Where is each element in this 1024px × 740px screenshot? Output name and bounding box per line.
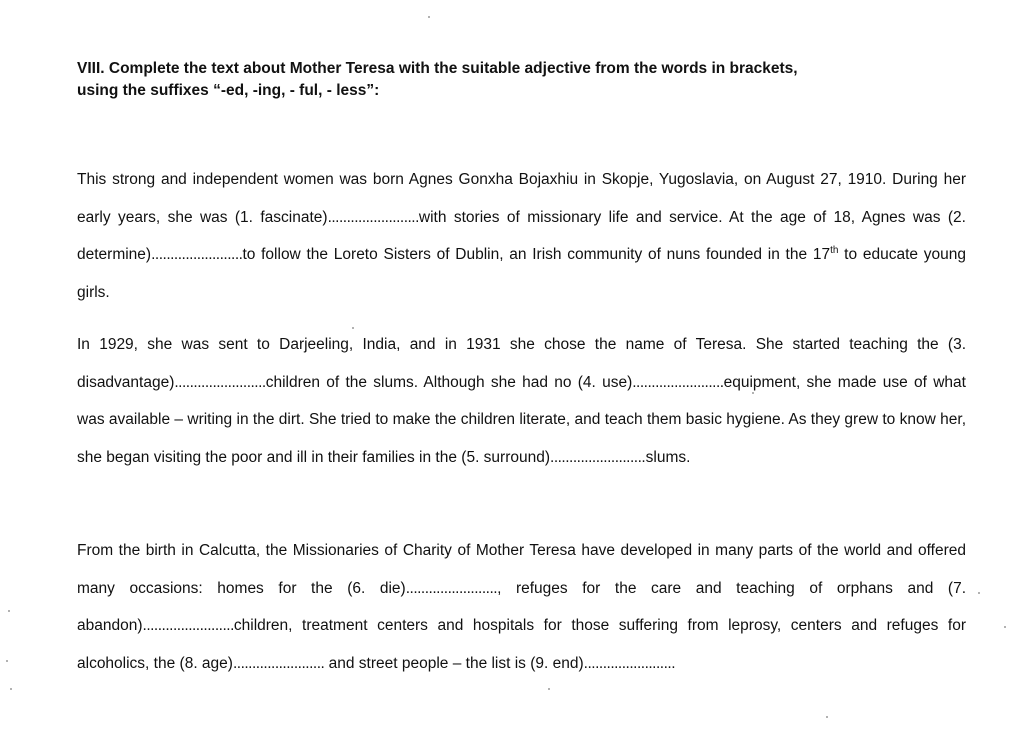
clue-5: (5. surround) — [461, 448, 551, 466]
heading-line-2: using the suffixes “-ed, -ing, - ful, - less”: — [77, 82, 380, 99]
blank-8[interactable]: ........................ — [232, 654, 325, 672]
blank-3[interactable]: ........................ — [174, 373, 266, 391]
clue-3: (3. disadvantage) — [77, 336, 966, 391]
clue-4: (4. use) — [577, 373, 633, 391]
paragraph-1 — [77, 161, 966, 311]
clue-1: (1. fascinate) — [234, 208, 328, 226]
blank-5[interactable]: ........................ — [550, 448, 642, 466]
paragraph-3 — [77, 532, 966, 682]
blank-7[interactable]: ........................ — [142, 617, 234, 634]
exercise-heading — [77, 58, 957, 102]
p2-text-4: .slums. — [641, 448, 691, 466]
scan-speck — [10, 688, 12, 690]
p3-text-1: From the birth in Calcutta, the Missionaries of Charity of Mother Teresa have developed in many parts of the world and offered many occasions: homes for the — [77, 542, 966, 597]
clue-9: (9. end) — [530, 654, 584, 672]
p3-text-3: children, treatment centers and hospitals for those suffering from leprosy, centers and refuges for alcoholics, the — [77, 617, 966, 672]
p3-text-2: , refuges for the care and teaching of orphans and — [497, 579, 948, 597]
p1-text-4: to educate young girls. — [77, 246, 966, 301]
blank-1[interactable]: ........................ — [327, 208, 419, 226]
p1-text-2: with stories of missionary life and service. At the age of 18, Agnes was — [418, 208, 948, 226]
scan-speck — [352, 327, 354, 329]
scan-speck — [752, 392, 754, 394]
p2-text-2: children of the slums. Although she had no — [265, 373, 578, 391]
heading-line-1: VIII. Complete the text about Mother Teresa with the suitable adjective from the words in brackets, — [77, 60, 798, 77]
clue-2: (2. determine) — [77, 208, 966, 263]
p2-text-1: In 1929, she was sent to Darjeeling, India, and in 1931 she chose the name of Teresa. She started teaching the — [77, 336, 948, 353]
clue-6: (6. die) — [347, 579, 406, 597]
scan-speck — [826, 716, 828, 718]
scan-speck — [428, 16, 430, 18]
blank-9[interactable]: ........................ — [583, 654, 676, 672]
p1-text-3: to follow the Loreto Sisters of Dublin, an Irish community of nuns founded in the 17 — [242, 246, 831, 263]
blank-2[interactable]: ........................ — [151, 246, 243, 263]
scan-speck — [548, 688, 550, 690]
p2-text-3: equipment, she made use of what was available – writing in the dirt. She tried to make the children literate, and teach them basic hygiene. As they grew to know her, she began visiting the poor and ill in their families in the — [77, 373, 966, 466]
blank-4[interactable]: ........................ — [632, 373, 724, 391]
paragraph-2 — [77, 326, 966, 476]
scan-speck — [6, 660, 8, 662]
scan-speck — [1004, 626, 1006, 628]
blank-6[interactable]: ........................ — [405, 579, 498, 597]
clue-8: (8. age) — [179, 654, 233, 672]
p3-text-4: and street people – the list is — [324, 654, 531, 672]
scan-speck — [978, 592, 980, 594]
scan-speck — [8, 610, 10, 612]
ordinal-suffix: th — [830, 244, 839, 256]
clue-7: (7. abandon) — [77, 579, 966, 634]
p1-text-1: This strong and independent women was born Agnes Gonxha Bojaxhiu in Skopje, Yugoslavia, on August 27, 1910. During her early years, she was — [77, 171, 966, 226]
